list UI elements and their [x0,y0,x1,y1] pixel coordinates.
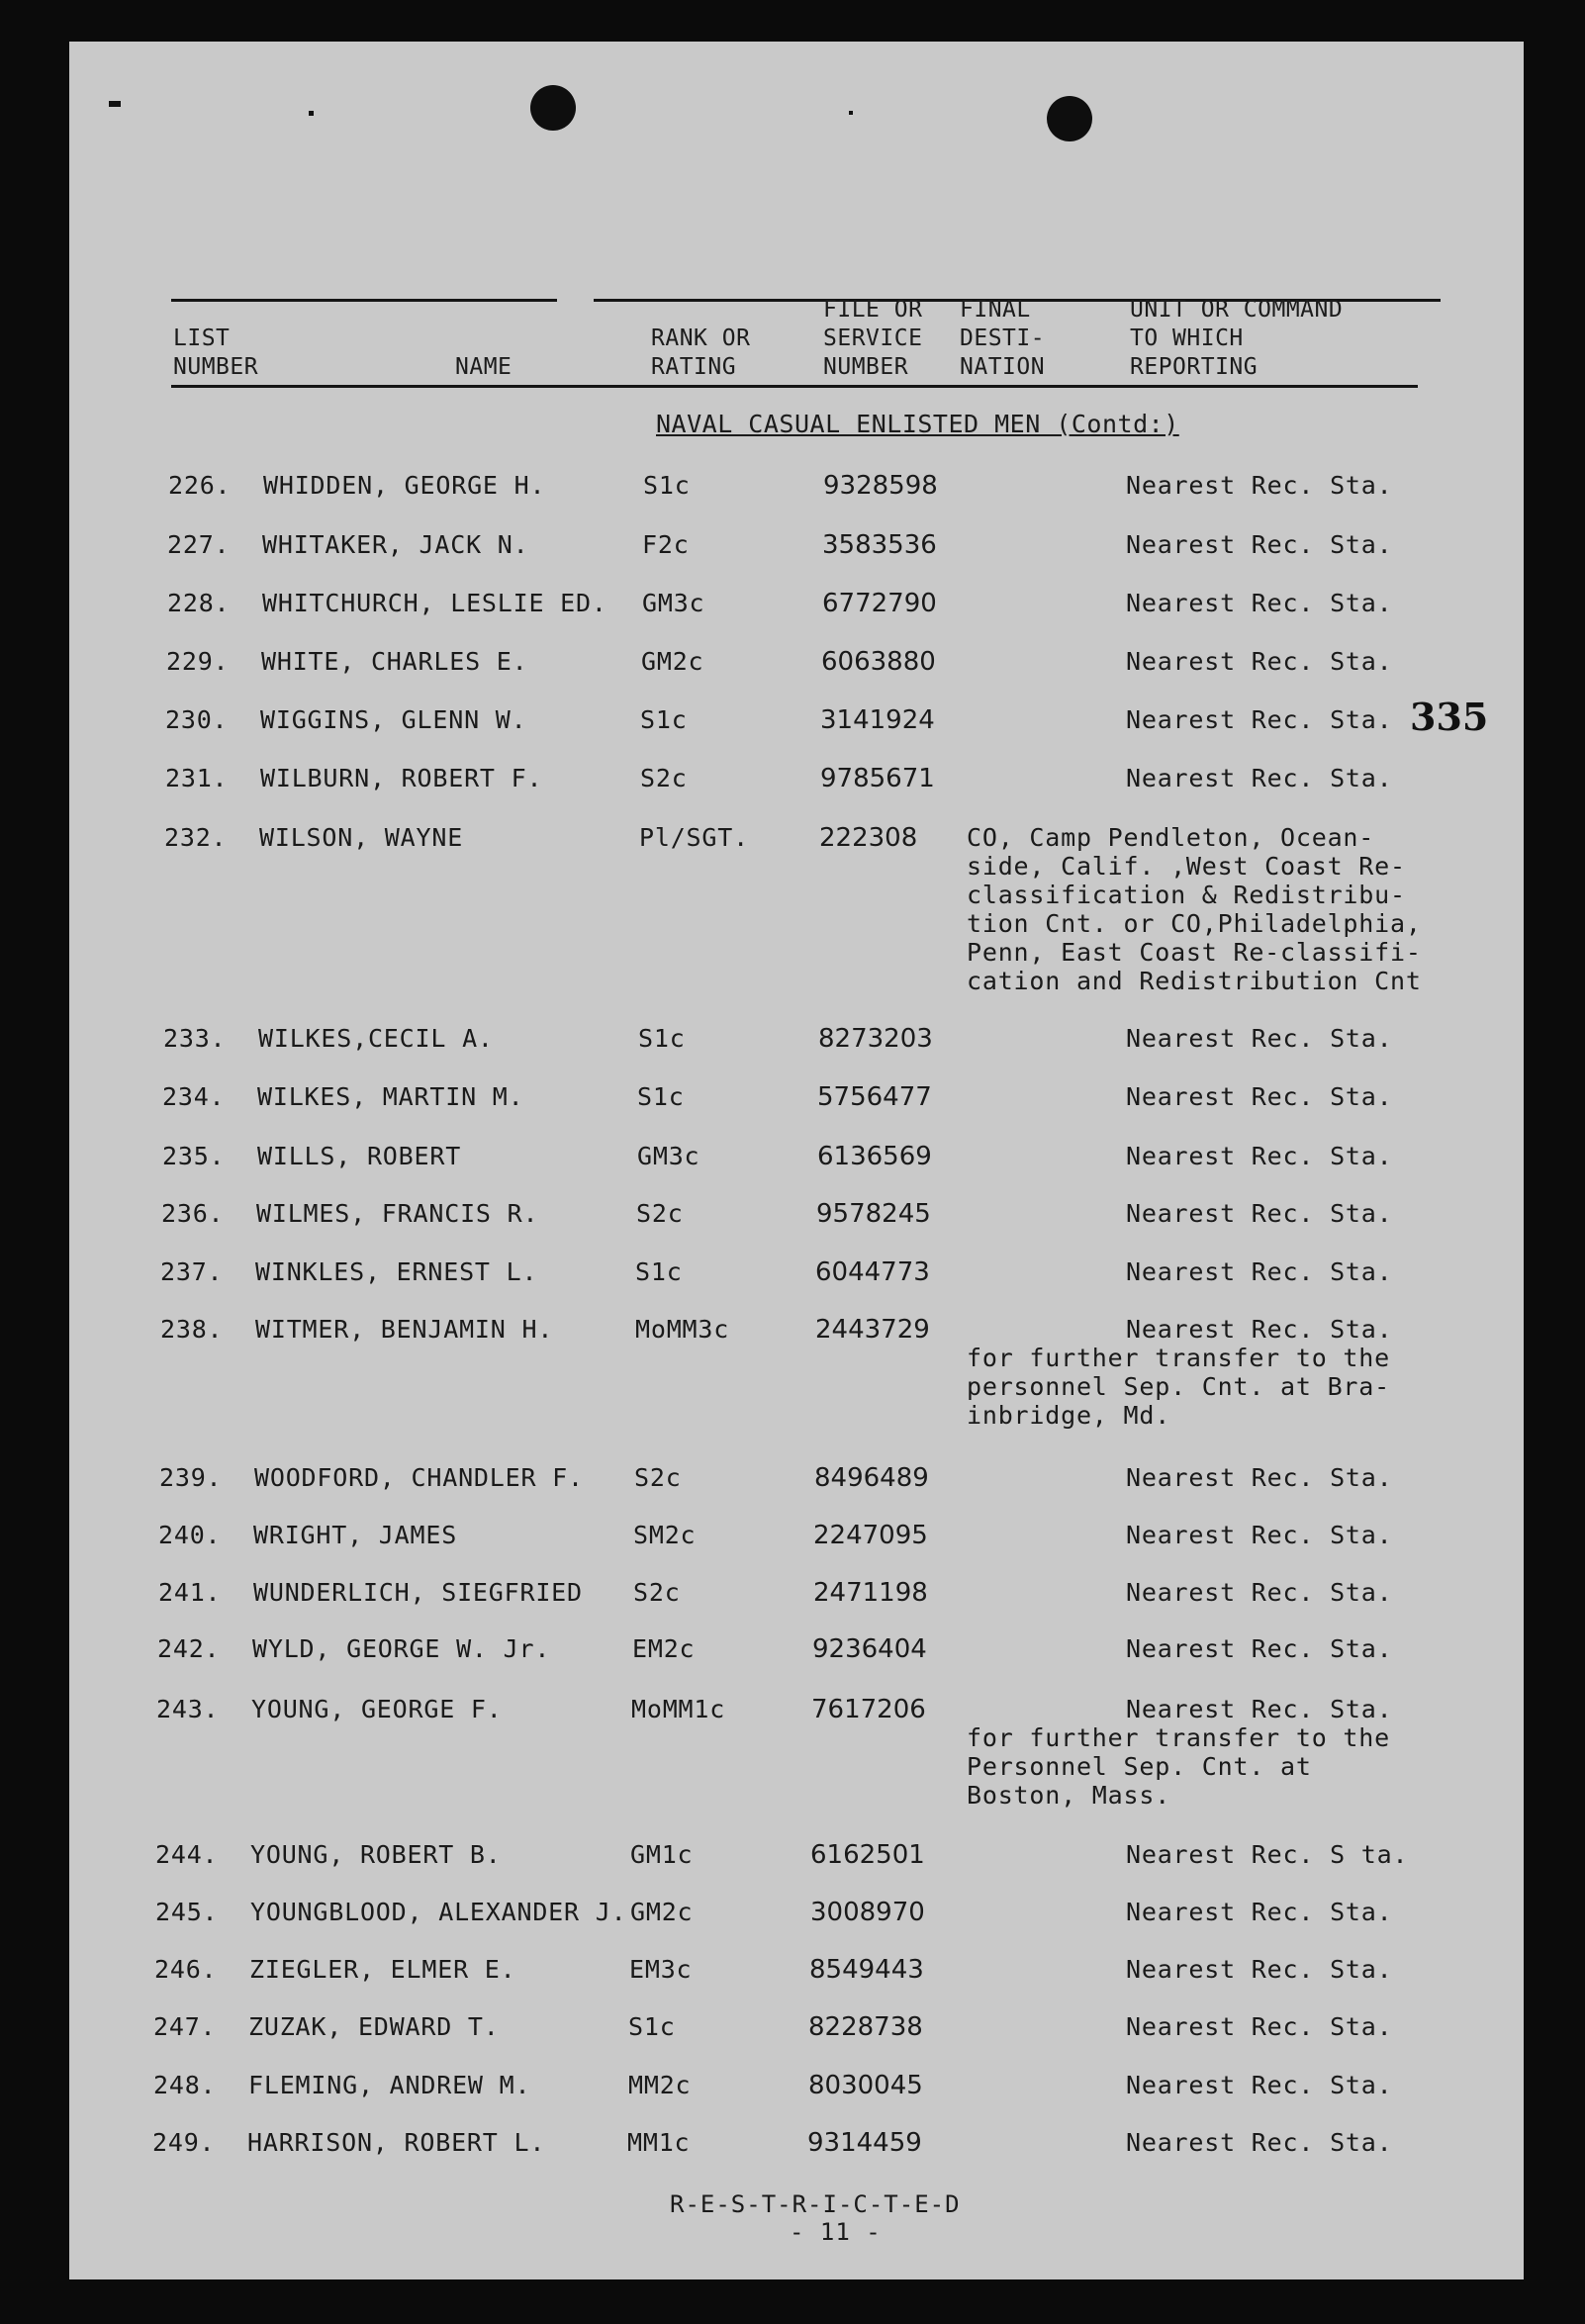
entry-service-number: 9314459 [807,2128,922,2158]
entry-rank: F2c [642,530,690,559]
entry-service-number: 8228738 [808,2012,923,2042]
restricted-marking: R-E-S-T-R-I-C-T-E-D [670,2190,961,2218]
entry-service-number: 8496489 [814,1463,929,1493]
entry-number: 227. [167,530,231,559]
entry-service-number: 222308 [819,823,918,853]
entry-destination: Nearest Rec. Sta. [1126,530,1393,559]
entry-destination: Nearest Rec. Sta. [1126,705,1393,734]
entry-number: 243. [156,1695,220,1723]
ink-mark [849,111,853,115]
entry-rank: EM3c [629,1955,693,1984]
header-destination: FINAL DESTI- NATION [960,297,1046,380]
entry-rank: MoMM3c [635,1315,730,1344]
entry-number: 249. [152,2128,216,2157]
entry-number: 240. [158,1521,222,1549]
entry-number: 228. [167,589,231,617]
entry-destination: Nearest Rec. Sta. [1126,471,1393,500]
entry-name: YOUNG, ROBERT B. [250,1840,502,1869]
entry-destination: Nearest Rec. Sta. [1126,2012,1393,2041]
entry-note: CO, Camp Pendleton, Ocean- side, Calif. ,West Coast Re- classification & Redistribu- tion Cnt. or CO,Philadelphia, Penn, East Coast Re-classifi- cation and Redistribution Cnt [967,823,1422,995]
entry-name: WILBURN, ROBERT F. [260,764,543,792]
entry-number: 238. [160,1315,224,1344]
entry-note: for further transfer to the personnel Sep. Cnt. at Bra- inbridge, Md. [967,1344,1390,1430]
entry-name: ZIEGLER, ELMER E. [249,1955,516,1984]
entry-number: 230. [165,705,229,734]
entry-rank: Pl/SGT. [639,823,749,852]
entry-rank: S1c [635,1257,683,1286]
entry-name: FLEMING, ANDREW M. [248,2071,531,2099]
entry-number: 233. [163,1024,227,1053]
entry-rank: MoMM1c [631,1695,726,1723]
entry-service-number: 9236404 [812,1634,927,1664]
entry-destination: Nearest Rec. Sta. [1126,1634,1393,1663]
entry-destination: Nearest Rec. Sta. [1126,589,1393,617]
entry-service-number: 3008970 [810,1898,925,1927]
entry-service-number: 7617206 [811,1695,926,1724]
entry-rank: MM2c [628,2071,692,2099]
header-rule-top-left [171,299,557,302]
header-unit: UNIT OR COMMAND TO WHICH REPORTING [1130,297,1344,380]
entry-destination: Nearest Rec. Sta. [1126,1521,1393,1549]
entry-rank: GM2c [641,647,704,676]
entry-number: 242. [157,1634,221,1663]
entry-name: WRIGHT, JAMES [253,1521,458,1549]
entry-number: 244. [155,1840,219,1869]
entry-rank: S1c [643,471,691,500]
entry-destination: Nearest Rec. Sta. [1126,1142,1393,1170]
entry-destination: Nearest Rec. Sta. [1126,1578,1393,1607]
entry-service-number: 3583536 [822,530,937,560]
entry-destination: Nearest Rec. Sta. [1126,1082,1393,1111]
entry-service-number: 5756477 [817,1082,932,1112]
entry-destination: Nearest Rec. Sta. [1126,1898,1393,1926]
entry-name: YOUNGBLOOD, ALEXANDER J. [250,1898,627,1926]
entry-service-number: 3141924 [820,705,935,735]
entry-destination: Nearest Rec. Sta. [1126,1315,1393,1344]
entry-name: WILKES,CECIL A. [258,1024,494,1053]
entry-rank: S2c [636,1199,684,1228]
entry-name: ZUZAK, EDWARD T. [248,2012,500,2041]
entry-number: 234. [162,1082,226,1111]
entry-name: WHITCHURCH, LESLIE ED. [262,589,607,617]
entry-number: 246. [154,1955,218,1984]
entry-rank: MM1c [627,2128,691,2157]
entry-name: WILLS, ROBERT [257,1142,462,1170]
entry-number: 248. [153,2071,217,2099]
entry-rank: GM3c [637,1142,700,1170]
entry-name: WUNDERLICH, SIEGFRIED [253,1578,583,1607]
entry-service-number: 6162501 [810,1840,925,1870]
document-page [69,42,1524,2279]
entry-destination: Nearest Rec. Sta. [1126,1199,1393,1228]
page-stamp-number: 335 [1410,695,1489,739]
page-number: - 11 - [790,2218,882,2246]
header-name: NAME [455,354,513,380]
entry-service-number: 2247095 [813,1521,928,1550]
header-rank: RANK OR RATING [651,325,751,380]
entry-destination: Nearest Rec. Sta. [1126,2071,1393,2099]
entry-destination: Nearest Rec. Sta. [1126,1257,1393,1286]
entry-name: WOODFORD, CHANDLER F. [254,1463,584,1492]
entry-note: for further transfer to the Personnel Sep. Cnt. at Boston, Mass. [967,1723,1390,1810]
entry-service-number: 8030045 [808,2071,923,2100]
entry-rank: GM1c [630,1840,694,1869]
entry-rank: S1c [628,2012,676,2041]
entry-number: 247. [153,2012,217,2041]
entry-service-number: 6772790 [822,589,937,618]
entry-number: 232. [164,823,228,852]
entry-name: WIGGINS, GLENN W. [260,705,527,734]
entry-destination: Nearest Rec. Sta. [1126,1024,1393,1053]
entry-number: 235. [162,1142,226,1170]
entry-destination: Nearest Rec. Sta. [1126,647,1393,676]
entry-name: WYLD, GEORGE W. Jr. [252,1634,551,1663]
entry-rank: S1c [637,1082,685,1111]
ink-mark [309,111,314,116]
entry-service-number: 8273203 [818,1024,933,1054]
entry-rank: GM3c [642,589,705,617]
entry-service-number: 9785671 [820,764,935,793]
entry-service-number: 2471198 [813,1578,928,1608]
entry-number: 239. [159,1463,223,1492]
header-list-number: LIST NUMBER [173,325,259,380]
entry-service-number: 9328598 [823,471,938,501]
section-title: NAVAL CASUAL ENLISTED MEN (Contd:) [656,410,1179,438]
entry-destination: Nearest Rec. Sta. [1126,1695,1393,1723]
entry-number: 226. [168,471,232,500]
entry-number: 237. [160,1257,224,1286]
entry-service-number: 6063880 [821,647,936,677]
entry-rank: S1c [638,1024,686,1053]
entry-number: 229. [166,647,230,676]
entry-service-number: 6044773 [815,1257,930,1287]
header-file: FILE OR SERVICE NUMBER [823,297,923,380]
entry-rank: S2c [640,764,688,792]
entry-number: 236. [161,1199,225,1228]
entry-name: WILKES, MARTIN M. [257,1082,524,1111]
entry-rank: EM2c [632,1634,696,1663]
entry-number: 231. [165,764,229,792]
entry-service-number: 6136569 [817,1142,932,1171]
punch-hole-right [1047,96,1092,141]
punch-hole-left [530,85,576,131]
entry-rank: SM2c [633,1521,697,1549]
entry-rank: S2c [634,1463,682,1492]
entry-name: HARRISON, ROBERT L. [247,2128,546,2157]
entry-rank: S2c [633,1578,681,1607]
entry-service-number: 9578245 [816,1199,931,1229]
entry-number: 245. [155,1898,219,1926]
entry-name: YOUNG, GEORGE F. [251,1695,503,1723]
entry-service-number: 2443729 [815,1315,930,1345]
entry-destination: Nearest Rec. S ta. [1126,1840,1409,1869]
entry-name: WHITE, CHARLES E. [261,647,528,676]
entry-service-number: 8549443 [809,1955,924,1985]
entry-name: WHITAKER, JACK N. [262,530,529,559]
entry-number: 241. [158,1578,222,1607]
ink-mark [109,101,121,107]
entry-name: WILMES, FRANCIS R. [256,1199,539,1228]
entry-destination: Nearest Rec. Sta. [1126,1955,1393,1984]
entry-destination: Nearest Rec. Sta. [1126,1463,1393,1492]
entry-name: WINKLES, ERNEST L. [255,1257,538,1286]
entry-rank: S1c [640,705,688,734]
entry-name: WITMER, BENJAMIN H. [255,1315,554,1344]
entry-name: WHIDDEN, GEORGE H. [263,471,546,500]
entry-destination: Nearest Rec. Sta. [1126,2128,1393,2157]
header-rule-bottom [171,385,1418,388]
entry-rank: GM2c [630,1898,694,1926]
entry-destination: Nearest Rec. Sta. [1126,764,1393,792]
entry-name: WILSON, WAYNE [259,823,464,852]
